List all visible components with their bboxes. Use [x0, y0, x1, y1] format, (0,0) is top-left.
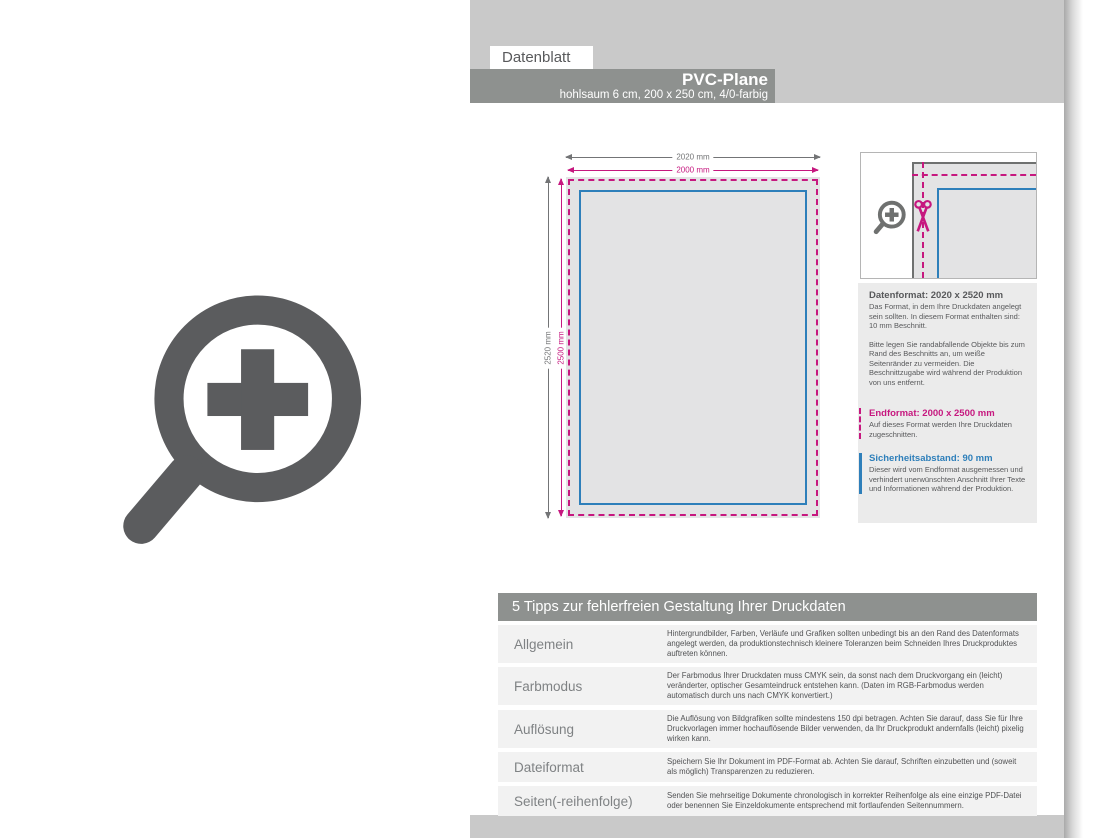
endformat-block — [859, 408, 1029, 439]
dimension-width-inner — [568, 165, 818, 175]
sicherheitsabstand-text: Dieser wird vom Endformat ausgemessen und verhindert unerwünschten Anschnitt Ihrer Texte und Informationen während der Produktion. — [869, 465, 1026, 493]
corner-detail-box — [860, 152, 1037, 279]
sicherheitsabstand-title: Sicherheitsabstand: 90 mm — [869, 453, 993, 464]
bottom-gray-band — [470, 815, 1065, 838]
datenblatt-tab — [490, 46, 593, 69]
dimension-height-inner — [556, 179, 566, 516]
tip-text: Speichern Sie Ihr Dokument im PDF-Format ab. Achten Sie darauf, Schriften einzubetten und (soweit als möglich) Transparenzen zu reduzieren. — [667, 757, 1017, 776]
tip-text: Senden Sie mehrseitige Dokumente chronologisch in korrekter Reihenfolge als eine einzige PDF-Datei oder benennen Sie Einzeldokumente entsprechend mit fortlaufenden Seitennummern. — [667, 791, 1022, 810]
tip-row-dateiformat — [498, 752, 1037, 782]
tips-header-label: 5 Tipps zur fehlerfreien Gestaltung Ihrer Druckdaten — [512, 599, 846, 615]
product-subtitle: hohlsaum 6 cm, 200 x 250 cm, 4/0-farbig — [559, 88, 768, 101]
safety-margin-line — [579, 190, 807, 505]
datenformat-block — [869, 290, 1029, 387]
dimension-height-outer-label: 2520 mm — [544, 327, 553, 368]
tip-text: Die Auflösung von Bildgrafiken sollte mindestens 150 dpi betragen. Achten Sie darauf, dass Sie für Ihre Druckvorlagen immer hochauflösende Bilder verwenden, da Ihr Druckprodukt andernfalls (leicht) pixelig wirken kann. — [667, 714, 1024, 743]
sicherheitsabstand-block — [859, 453, 1029, 494]
format-info-panel — [858, 283, 1037, 523]
tip-row-aufloesung — [498, 710, 1037, 748]
dimension-width-outer — [566, 152, 820, 162]
tip-row-seitenreihenfolge — [498, 786, 1037, 816]
datenblatt-tab-label: Datenblatt — [502, 49, 571, 66]
scissors-icon — [912, 199, 934, 240]
detail-safety-line-h — [937, 188, 1036, 190]
tips-section — [498, 593, 1037, 816]
tip-text: Hintergrundbilder, Farben, Verläufe und Grafiken sollten unbedingt bis an den Rand des Datenformats angelegt werden, da produktionstechnisch kleinere Toleranzen beim Schneiden Ihres Druckproduktes auftreten können. — [667, 629, 1019, 658]
tips-header — [498, 593, 1037, 621]
tip-label: Allgemein — [514, 636, 574, 652]
dimension-width-outer-label: 2020 mm — [672, 153, 713, 162]
page-edge-shadow — [1064, 0, 1083, 838]
tip-row-farbmodus — [498, 667, 1037, 705]
tip-row-allgemein — [498, 625, 1037, 663]
tip-label: Dateiformat — [514, 759, 584, 775]
endformat-text: Auf dieses Format werden Ihre Druckdaten zugeschnitten. — [869, 420, 1012, 439]
tip-label: Farbmodus — [514, 678, 583, 694]
dimension-height-outer — [543, 177, 553, 518]
endformat-title: Endformat: 2000 x 2500 mm — [869, 408, 995, 419]
datenformat-text-1: Das Format, in dem Ihre Druckdaten angelegt sein sollten. In diesem Format enthalten sind: 10 mm Beschnitt. — [869, 302, 1022, 330]
datenformat-text-2: Bitte legen Sie randabfallende Objekte bis zum Rand des Beschnitts an, um weiße Seitenränder zu vermeiden. Die Beschnittzugabe wird während der Produktion von uns entfernt. — [869, 339, 1025, 387]
datenformat-title: Datenformat: 2020 x 2520 mm — [869, 290, 1004, 301]
dimension-width-inner-label: 2000 mm — [672, 166, 713, 175]
detail-safety-line-v — [937, 188, 939, 278]
zoom-plus-icon — [112, 282, 377, 563]
dimension-height-inner-label: 2500 mm — [557, 327, 566, 368]
product-title-bar — [470, 69, 775, 103]
zoom-plus-icon-small — [872, 199, 908, 241]
format-diagram-sheet — [566, 177, 820, 518]
tip-label: Seiten(-reihenfolge) — [514, 793, 633, 809]
detail-cut-line-h — [912, 174, 1036, 176]
tip-text: Der Farbmodus Ihrer Druckdaten muss CMYK sein, da sonst nach dem Druckvorgang ein (leicht) veränderter, optischer Gesamteindruck entstehen kann. (Daten im RGB-Farbmodus werden automatisch durch uns nach CMYK konvertiert.) — [667, 671, 1003, 700]
tip-label: Auflösung — [514, 721, 575, 737]
product-title: PVC-Plane — [682, 69, 768, 89]
